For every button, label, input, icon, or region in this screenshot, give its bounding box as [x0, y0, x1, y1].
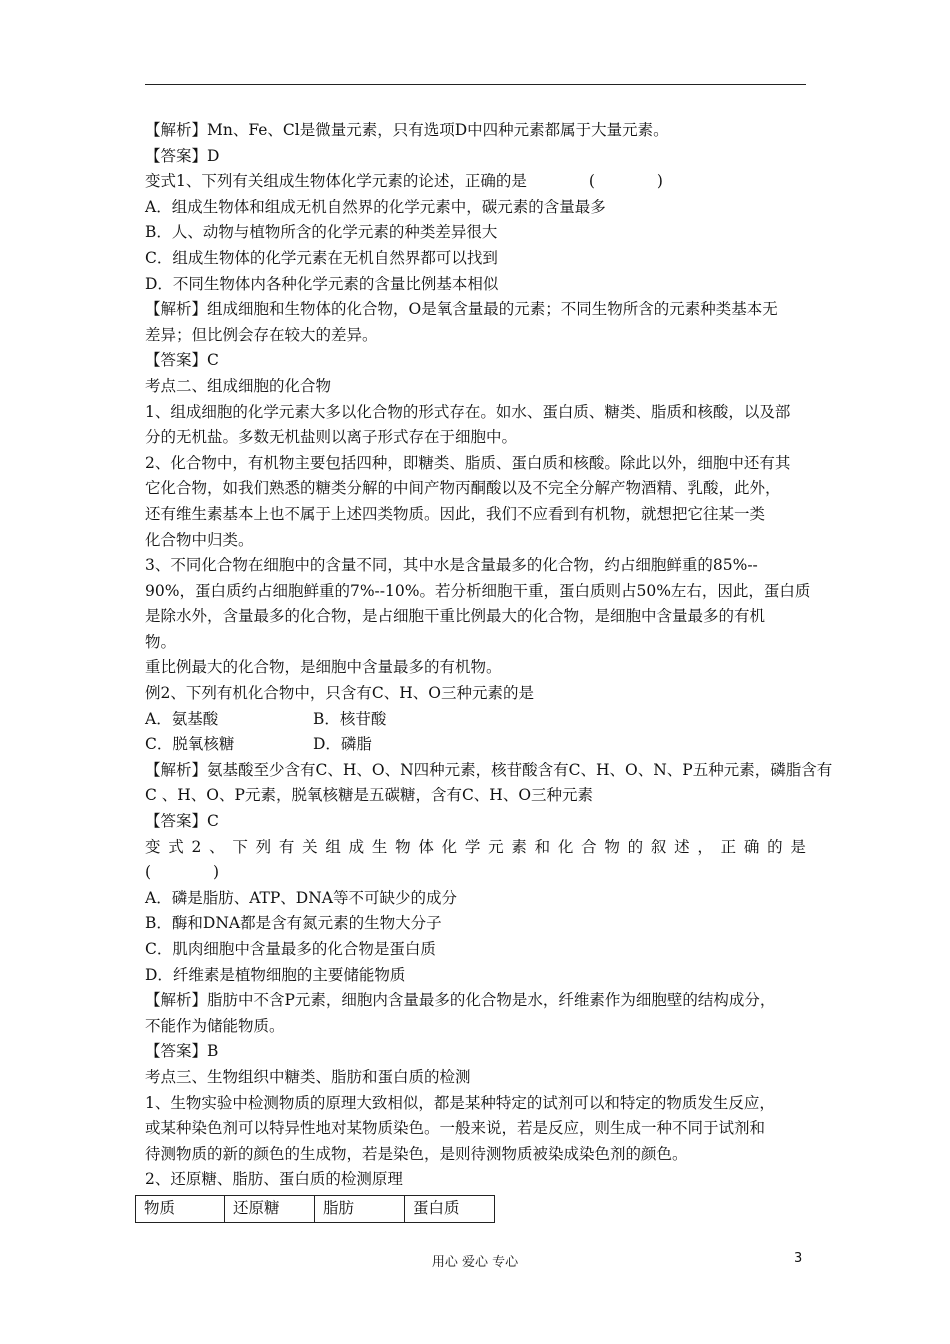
text-line: ( ): [145, 863, 220, 882]
text-line: 【解析】氨基酸至少含有C、H、O、N四种元素，核苷酸含有C、H、O、N、P五种元素，磷脂含有: [145, 760, 833, 779]
option-row: [145, 707, 806, 733]
variant2-char: 叙: [650, 837, 667, 856]
variant2-char: 下: [232, 837, 248, 856]
variant2-char: 成: [348, 837, 365, 856]
option-d: D．磷脂: [313, 735, 372, 754]
variant2-char: 体: [418, 837, 434, 856]
variant2-char: 是: [790, 837, 806, 856]
variant2-char: 物: [604, 837, 620, 856]
text-line: C 、H、O、P元素，脱氧核糖是五碳糖，含有C、H、O三种元素: [145, 786, 594, 805]
variant2-char: 生: [371, 837, 388, 856]
variant2-char: 述: [674, 837, 690, 856]
page-footer: 用心 爱心 专心: [431, 1255, 519, 1270]
variant2-char: 和: [534, 837, 551, 856]
detection-table: [135, 1195, 495, 1223]
variant2-char: 确: [743, 837, 760, 856]
variant2-char: 正: [720, 837, 737, 856]
variant2-question: [145, 835, 806, 861]
variant2-char: 化: [557, 837, 574, 856]
text-line: 3、不同化合物在细胞中的含量不同，其中水是含量最多的化合物，约占细胞鲜重的85%--: [145, 556, 758, 575]
text-line: 【解析】组成细胞和生物体的化合物，O是氧含量最的元素；不同生物所含的元素种类基本无: [145, 300, 778, 319]
variant2-char: 合: [581, 837, 597, 856]
table-cell: 脂肪: [315, 1195, 405, 1222]
variant2-char: 学: [464, 837, 481, 856]
text-line: 或某种染色剂可以特异性地对某物质染色。一般来说，若是反应，则生成一种不同于试剂和: [145, 1119, 766, 1138]
text-line: A．组成生物体和组成无机自然界的化学元素中，碳元素的含量最多: [145, 197, 606, 216]
variant2-char: 有: [278, 837, 295, 856]
variant2-char: 素: [511, 837, 527, 856]
variant2-char: 变: [145, 837, 161, 856]
text-line: 2、化合物中，有机物主要包括四种，即糖类、脂质、蛋白质和核酸。除此以外，细胞中还有其: [145, 453, 791, 472]
variant2-char: 元: [488, 837, 504, 856]
text-line: 是除水外，含量最多的化合物，是占细胞干重比例最大的化合物，是细胞中含量最多的有机: [145, 607, 766, 626]
text-line: 【解析】脂肪中不含P元素，细胞内含量最多的化合物是水，纤维素作为细胞壁的结构成分，: [145, 991, 776, 1010]
text-line: 分的无机盐。多数无机盐则以离子形式存在于细胞中。: [145, 428, 518, 447]
table-cell: 蛋白质: [405, 1195, 495, 1222]
table-cell: 还原糖: [225, 1195, 315, 1222]
header-rule: [145, 84, 806, 85]
variant2-char: 的: [627, 837, 644, 856]
variant2-char: 的: [767, 837, 783, 856]
text-line: 差异；但比例会存在较大的差异。: [145, 325, 378, 344]
text-line: B．酶和DNA都是含有氮元素的生物大分子: [145, 914, 442, 933]
text-line: 化合物中归类。: [145, 530, 254, 549]
option-b: B．核苷酸: [313, 709, 387, 728]
option-c: C．脱氧核糖: [145, 735, 235, 754]
text-line: B．人、动物与植物所含的化学元素的种类差异很大: [145, 223, 498, 242]
table-row: [136, 1195, 495, 1222]
variant2-char: 化: [441, 837, 458, 856]
option-a: A．氨基酸: [145, 709, 219, 728]
text-line: 1、生物实验中检测物质的原理大致相似，都是某种特定的试剂可以和特定的物质发生反应，: [145, 1093, 775, 1112]
variant2-char: 、: [209, 837, 225, 856]
text-line: C．组成生物体的化学元素在无机自然界都可以找到: [145, 248, 498, 267]
text-line: D．纤维素是植物细胞的主要储能物质: [145, 965, 406, 984]
text-line: 变式1、下列有关组成生物体化学元素的论述，正确的是 ( ): [145, 172, 663, 191]
variant2-char: 物: [395, 837, 411, 856]
variant2-char: 列: [255, 837, 272, 856]
text-line: 【答案】C: [145, 351, 219, 370]
text-line: 物。: [145, 632, 177, 651]
text-line: 1、组成细胞的化学元素大多以化合物的形式存在。如水、蛋白质、糖类、脂质和核酸，以及部: [145, 402, 791, 421]
text-line: 还有维生素基本上也不属于上述四类物质。因此，我们不应看到有机物，就想把它往某一类: [145, 504, 766, 523]
text-line: 【答案】D: [145, 146, 220, 165]
text-line: 重比例最大的化合物，是细胞中含量最多的有机物。: [145, 658, 502, 677]
text-line: A．磷是脂肪、ATP、DNA等不可缺少的成分: [145, 888, 457, 907]
variant2-char: 式: [168, 837, 184, 856]
text-line: 不能作为储能物质。: [145, 1016, 285, 1035]
text-line: 【解析】Mn、Fe、Cl是微量元素，只有选项D中四种元素都属于大量元素。: [145, 121, 669, 139]
variant2-char: 关: [302, 837, 318, 856]
variant2-char: 2: [191, 837, 202, 856]
document-body: [144, 118, 833, 1223]
text-line: C．肌肉细胞中含量最多的化合物是蛋白质: [145, 940, 436, 958]
table-cell: 物质: [136, 1195, 225, 1222]
variant2-char: 组: [325, 837, 341, 856]
text-line: 例2、下列有机化合物中，只含有C、H、O三种元素的是: [145, 684, 534, 703]
text-line: 它化合物，如我们熟悉的糖类分解的中间产物丙酮酸以及不完全分解产物酒精、乳酸，此外，: [145, 479, 781, 498]
text-line: 【答案】C: [145, 812, 219, 831]
text-line: 90%，蛋白质约占细胞鲜重的7%--10%。若分析细胞干重，蛋白质则占50%左右，因此，蛋白质: [145, 581, 811, 600]
text-line: 2、还原糖、脂肪、蛋白质的检测原理: [145, 1170, 403, 1189]
page-number: 3: [794, 1251, 803, 1266]
text-line: 【答案】B: [145, 1042, 219, 1061]
text-line: 考点二、组成细胞的化合物: [145, 376, 332, 395]
text-line: 考点三、生物组织中糖类、脂肪和蛋白质的检测: [145, 1067, 471, 1086]
option-row: [145, 732, 806, 758]
text-line: 待测物质的新的颜色的生成物，若是染色，是则待测物质被染成染色剂的颜色。: [145, 1144, 688, 1163]
text-line: D．不同生物体内各种化学元素的含量比例基本相似: [145, 274, 499, 293]
variant2-char: ，: [697, 837, 713, 856]
